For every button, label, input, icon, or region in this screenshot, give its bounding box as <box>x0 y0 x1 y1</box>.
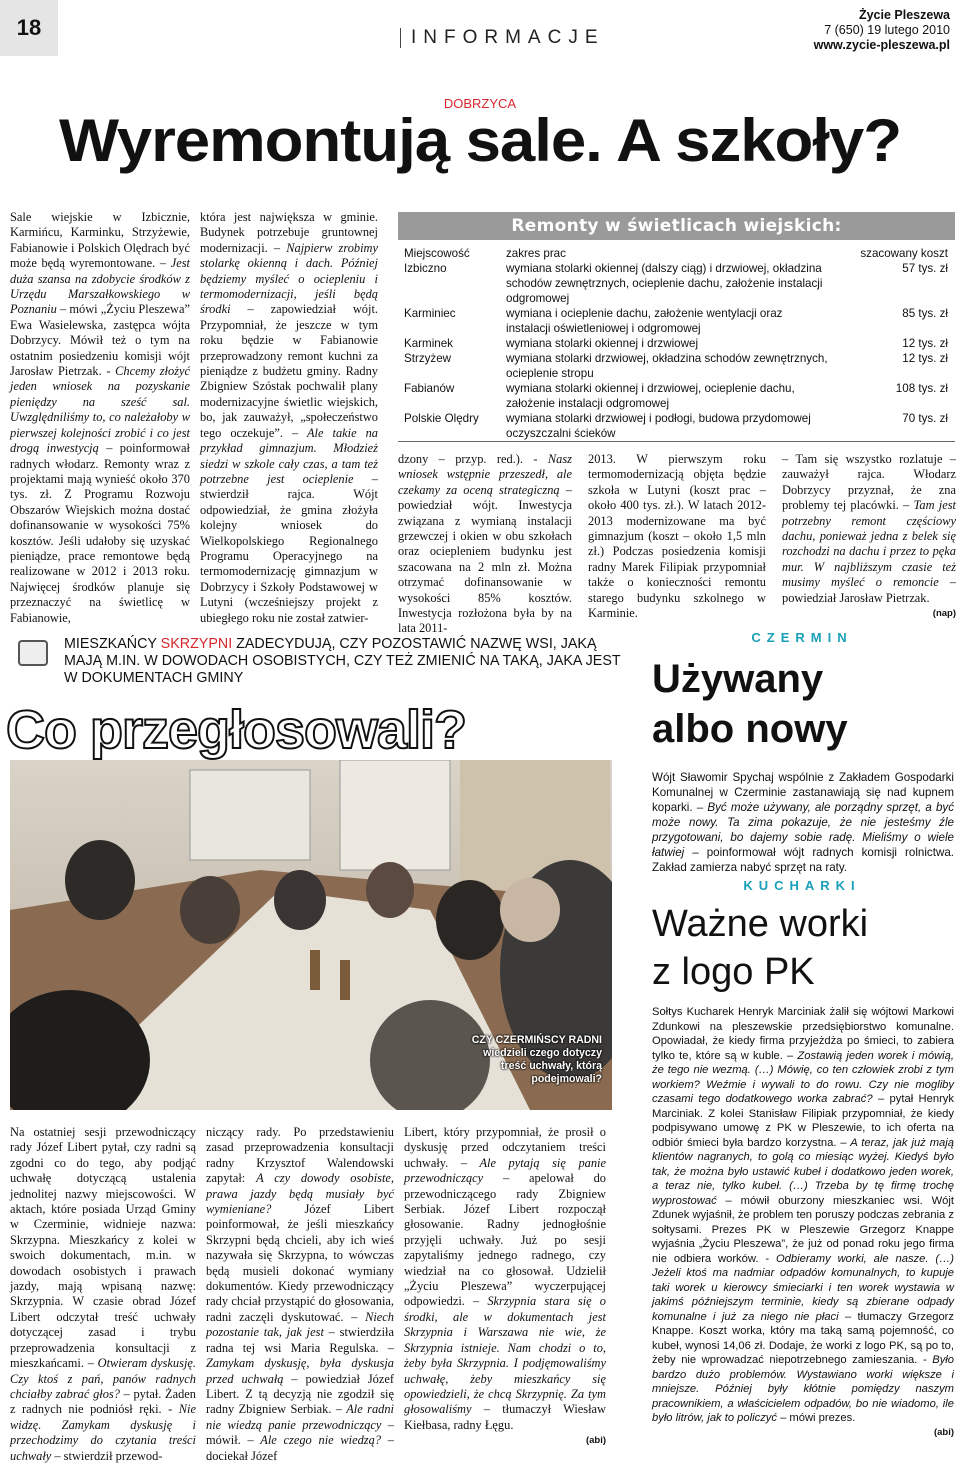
text-run: Nasz wniosek wstępnie przeszedł, ale czekamy za oceną strategiczną <box>398 452 572 497</box>
table-cell-scope: wymiana stolarki drzwiowej i podłogi, budowa przydomowej oczyszczalni ścieków <box>506 412 811 440</box>
text-run: – Otwieram dyskusję. Czy ktoś z pań, panów radnych chciałby zabrać głos? <box>10 1356 196 1401</box>
headline-line: Używany <box>652 657 824 701</box>
table-header: szacowany koszt <box>860 247 948 260</box>
text-run: Józef Libert poinformował, że jeśli mieszkańcy Skrzypni będą chcieli, aby ich wieś nazywała się Skrzypna, to wówczas będą musieli dokonać wymiany dokumentów. Kiedy przewodniczący rady chciał przystąpić do głosowania, radni zaczęli dyskutować. <box>206 1202 394 1324</box>
text-run: niczący rady. Po przedstawieniu zasad przeprowadzenia konsultacji radny Krzysztof Walendowski zapytał: <box>206 1125 394 1186</box>
deck-text: ZADECYDUJĄ, CZY POZOSTAWIĆ NAZWĘ WSI, JAKĄ MAJĄ M.IN. W DOWODACH OSOBISTYCH, CZY TEŻ ZMIENIĆ NA TAKĄ, JAKA JEST W DOKUMENTACH GMINY <box>64 636 621 686</box>
page-number: 18 <box>0 0 58 56</box>
story-text <box>652 771 954 874</box>
paper-name: Życie Pleszewa <box>858 8 950 22</box>
text-run: A czy dowody osobiste, prawa jazdy będą musiały być wymieniane? <box>206 1171 394 1217</box>
table-header: zakres prac <box>506 247 566 260</box>
divider <box>398 441 955 442</box>
story-headline <box>652 654 848 754</box>
table-cell-place: Izbiczno <box>404 262 447 275</box>
story-deck <box>64 636 624 687</box>
text-run: Wójt Sławomir Spychaj wspólnie z Zakładem Gospodarki Komunalnej w Czerminie zastanawiają się nad kupnem koparki. <box>652 771 954 814</box>
text-run: – A teraz, jak już mają klientów nagranych, to golą co miesiąc wyżej. Kiedyś było tak, że można było ustawić kubeł i dodatkowo jeden worek, a teraz nie, tylko kubeł. (…) Trzeba by tę firmę trochę wyprostować <box>652 1136 954 1207</box>
table-cell-cost: 108 tys. zł <box>895 382 948 395</box>
story-body <box>652 1005 954 1440</box>
text-run: dzony – przyp. red.). - <box>398 452 548 466</box>
text-run: – stwierdziła radna tej wsi Maria Regulska. <box>206 1325 394 1355</box>
text-run: – mówił. <box>206 1417 394 1448</box>
story-text <box>404 1125 606 1432</box>
message-icon <box>18 640 48 666</box>
text-run: – Ale pytają się panie przewodniczący <box>404 1155 606 1186</box>
story-headline: Co przegłosowali? <box>6 700 467 760</box>
text-run: – Najpierw zrobimy stolarkę okienną i dach. Później będziemy myśleć o ociepleniu i termomodernizacji, jeśli będą środki <box>200 240 378 317</box>
table-cell-cost: 12 tys. zł <box>902 352 948 365</box>
story-kicker: KUCHARKI <box>650 878 954 893</box>
text-run: Odbieramy worki, ale naszе. (…) Jeżeli ktoś ma nadmiar odpadów komunalnych, to kupuje taki worek u kierowcy śmieciarki i ten worek wystawia w jakimś późniejszym terminie, kiedy są zbierane odpady komunalne i już za niego nie płaci <box>652 1252 954 1323</box>
text-run: Sołtys Kucharek Henryk Marciniak żalił się wójtowi Markowi Zdunkowi na pleszewskie przedsiębiorstwo komunalne. Opowiadał, że kiedy firma przyjeżdża po śmieci, to zabiera tylko te, które są w kuble. <box>652 1006 954 1062</box>
text-run: – Niech pozostanie tak, jak jest <box>206 1309 394 1340</box>
story-column <box>206 1125 394 1464</box>
text-run: Libert, który przypomniał, że prosił o dyskusję przed odczytaniem treści uchwały. <box>404 1125 606 1170</box>
story-headline: Wyremontują sale. A szkoły? <box>58 107 902 174</box>
table-cell-place: Karminek <box>404 337 453 350</box>
section-title: INFORMACJE <box>400 28 605 48</box>
text-run: – powiedział wójt. Inwestycja związana z wymianą instalacji grzewczej i okien w obu szkołach oraz ociepleniem budynku jest szacowana na 2 mln zł. Można otrzymać dofinansowanie w wysokości 85% kosztów. Inwestycja rozłożona była by na lata 2011- <box>398 482 572 636</box>
story-text <box>782 452 956 605</box>
table-cell-cost: 12 tys. zł <box>902 337 948 350</box>
story-column <box>588 452 766 621</box>
table-row <box>404 261 956 306</box>
table-row <box>404 351 956 381</box>
story-column <box>782 452 956 621</box>
text-run: Na ostatniej sesji przewodniczący rady Józef Libert pytał, czy radni są zgodni co do tego, aby podjąć uchwałę dotyczącą ustalenia jednolitej nazwy miejscowości. W aktach, które posiada Urząd Gminy w Czerminie, widnieje nazwa: Skrzypna. Mieszkańcy z kolei w swoich dokumentach, m.in. w dowodach osobistych i prawach jazdy, mają wpisaną nazwę: Skrzypnia. W czasie obrad Józef Libert odczytał treść uchwały dotyczącej zasad i trybu przeprowadzenia konsultacji z mieszkańcami. <box>10 1125 196 1371</box>
table-row <box>404 381 956 411</box>
table-cell-cost: 85 tys. zł <box>902 307 948 320</box>
text-run: – Ale radni nie wiedzą panie przewodniczący <box>206 1402 394 1432</box>
text-run: – stwierdził rajca. Wójt odpowiedział, że gmina złożyła kolejny wniosek do Wielkopolskiego Regionalnego Programu Operacyjnego na termomodernizację gimnazjum w Dobrzycy i Szkoły Podstawowej w Lutyni (wcześniejszy projekt z ubiegłego roku nie został zatwier- <box>200 471 378 625</box>
text-run: – Tam jest potrzebny remont częściowy dachu, ponieważ jedna z belek się rozchodzi na dachu i przez to pęka mur. W najbliższym czasie też musimy myśleć o remoncie <box>782 498 956 590</box>
author-signature: (abi) <box>585 1435 606 1447</box>
table-header: Miejscowość <box>404 247 470 260</box>
text-run: – pytał Henryk Marciniak. Z kolei Stanisław Filipiak przypomniał, że kiedy podpisywano umowę z PK w Pleszewie, to ich oferta na odbiór śmieci była bardzo korzystna. <box>652 1093 954 1149</box>
text-run: – dociekał Józef <box>206 1433 394 1463</box>
story-column <box>10 210 190 626</box>
table-cell-place: Fabianów <box>404 382 455 395</box>
text-run: – apelował do przewodniczącego rady Zbigniew Serbiak. Józef Libert rozpoczął głosowanie. Radny jednogłośnie przyjęli uchwały. Już po sesji zapytaliśmy jednego radnego, czy wiedział na co głosował. Udzielił „Życiu Pleszewa” wyczerpującej odpowiedzi. <box>404 1171 606 1309</box>
text-run: – powiedział Józef Libert. Z tą decyzją nie zgodził się radny Zbigniew Serbiak. <box>206 1371 394 1417</box>
table-cell-scope: wymiana stolarki okiennej i drzwiowej, ocieplenie dachu, założenie instalacji odgromowej <box>506 382 795 410</box>
text-run: – Zostawią jeden worek i mówią, że tego nie wezmą. (…) Mówię, co ten człowiek zrobi z tym workiem? Weźmie i wywali to do rowu. Czy nie mogliby czasami tego dodatkowego worka zabrać? <box>652 1049 954 1105</box>
table-cell-cost: 70 tys. zł <box>902 412 948 425</box>
story-column <box>200 210 378 626</box>
story-column <box>398 452 572 637</box>
deck-text: MIESZKAŃCY <box>64 636 161 652</box>
website-link[interactable]: www.zycie-pleszewa.pl <box>813 38 950 52</box>
story-headline <box>652 900 868 996</box>
text-run: – poinformował wójt radnych komisji rolnictwa. Zakład zamierza nabyć sprzęt na raty. <box>652 846 954 874</box>
table-row <box>404 411 956 441</box>
issue-date: 7 (650) 19 lutego 2010 <box>824 23 950 37</box>
photo-caption: CZY CZERMIŃSCY RADNI wiedzieli czego dotyczy treść uchwały, którą podejmowali? <box>471 1034 602 1085</box>
text-run: – powiedział Jarosław Pietrzak. <box>782 575 956 605</box>
text-run: – tłumaczy Grzegorz Knappe. Koszt worka, który ma taką samą pojemność, co kubeł, wynosi 14,06 zł. Dodaje, że worki z logo PK, są po to, żeby nie wprowadzać niepotrzebnego zamieszania. - <box>652 1310 954 1366</box>
text-run: – Ale takie na przykład gimnazjum. Młodzież siedzi w szkole cały czas, a tam też potrzebne jest ocieplenie <box>200 425 379 486</box>
deck-highlight: SKRZYPNI <box>160 636 233 652</box>
table-cell-place: Karminiec <box>404 307 456 320</box>
table-cell-place: Polskie Olędry <box>404 412 479 425</box>
story-column <box>10 1125 196 1464</box>
author-signature: (abi) <box>933 1426 954 1438</box>
text-run: – zapowiedział wójt. Przypomniał, że jeszcze w tym roku będzie w Fabianowie przeprowadzony remont kuchni za pieniądze z budżetu gminy. Radny Zbigniew Szóstak pochwalił plany modernizacyjne świetlic wiejskich, bo, jak zauważył, „społeczeństwo tego oczekuje”. <box>200 302 378 440</box>
text-run: – Jest duża szansa na zdobycie środków z Urzędu Marszałkowskiego w Poznaniu <box>10 256 190 317</box>
table-row <box>404 306 956 336</box>
text-run: – mówi „Życiu Pleszewa” Ewa Wasielewska, zastępca wójta Dobrzycy. Mówił też o tym na ostatnim posiedzeniu komisji wójt Jarosław Pietrzak. - <box>10 302 190 379</box>
table-cell-scope: wymiana i ocieplenie dachu, założenie wentylacji oraz instalacji oświetleniowej i odgromowej <box>506 307 783 335</box>
table-cell-cost: 57 tys. zł <box>902 262 948 275</box>
renovation-table <box>404 246 956 441</box>
headline-line: albo nowy <box>652 707 848 751</box>
story-body <box>652 770 954 890</box>
author-signature: (nap) <box>932 608 956 620</box>
text-run: – pytał. Żaden z radnych nie podniósł ręki. - <box>10 1386 197 1417</box>
text-run: Sale wiejskie w Izbicznie, Karmińcu, Karminku, Strzyżewie, Fabianowie i Polskich Olędrach być może będą wyremontowane. <box>10 210 190 271</box>
text-run: – tłumaczył Wiesław Kiełbasa, radny Łęgu. <box>404 1402 606 1432</box>
text-run: – Skrzypnia stara się o środki, ale w dokumentach jest Skrzypnia i Warszawa nie wie, że Skrzypnia istnieje. Nam chodzi o to, żeby była Skrzypnia. I podjęmowaliśmy uchwałę, żeby mieszkańcy się opowiedzieli, że chcą Skrzypnię. Za tym głosowaliśmy <box>404 1294 606 1417</box>
story-kicker: CZERMIN <box>650 630 954 645</box>
headline-line: Ważne worki <box>652 903 869 945</box>
story-kicker: DOBRZYCA <box>443 96 517 111</box>
text-run: – Ale czego nie wiedzą? <box>247 1433 388 1448</box>
text-run: – Być może używany, ale porządny sprzęt, a być może nowy. Ta zima pokazuje, że nie jesteśmy źle przygotowani, bo dajemy sobie radę. Mieliśmy o wiele łatwiej <box>652 801 954 859</box>
table-row <box>404 336 956 351</box>
table-cell-scope: wymiana stolarki okiennej (dalszy ciąg) i drzwiowej, okładzina schodów zewnętrznych, ocieplenie dachu, założenie instalacji odgromowej <box>506 262 823 305</box>
text-run: która jest największa w gminie. Budynek potrzebuje gruntownej modernizacji. <box>200 210 378 255</box>
masthead <box>814 8 950 53</box>
text-run: Było bardzo dużo problemów. Wystawiano worki większe i mniejsze. Później były kłótnie pomiędzy naszym pracownikiem, a właścicielem odpadów, bo nie wiadomo, ile było litrów, jak to policzyć <box>652 1354 954 1424</box>
text-run: Nie widzę. Zamykam dyskusję i przechodzimy do czytania treści uchwały <box>10 1402 196 1463</box>
text-run: – mówi prezes. <box>780 1412 856 1424</box>
text-run: – mówił oburzony mieszkaniec wsi. Wójt Zdunek wyjaśnił, że problem ten poruszy podczas zebrania z sołtysami. Prezes PK w Pleszewie Grzegorz Knappe wyjaśnia „Życiu Pleszewa”, że już od ponad roku jego firma nie odbiera worków. - <box>652 1194 954 1265</box>
text-run: – Tam się wszystko rozlatuje – zauważył rajca. Włodarz Dobrzycy przyznał, że zna problemy tej placówki. <box>782 452 956 513</box>
headline-line: z logo PK <box>652 951 815 993</box>
text-run: 2013. W pierwszym roku termomodernizacją objęta będzie szkoła w Lutyni (koszt prac – około 400 tys. zł.). W latach 2012-2013 modernizowane ma być gimnazjum (koszt – około 1,5 mln zł.) Podczas posiedzenia komisji radny Marek Filipiak przypomniał także o konieczności remontu starego budynku szkolnego w Karminie. <box>588 452 766 621</box>
table-cell-scope: wymiana stolarki okiennej i drzwiowej <box>506 337 699 350</box>
story-text <box>652 1006 954 1424</box>
table-cell-scope: wymiana stolarki drzwiowej, okładzina schodów zewnętrznych, ocieplenie stropu <box>506 352 828 380</box>
text-run: – Zamykam dyskusję, była dyskusja przed uchwałą <box>206 1340 394 1386</box>
story-column <box>404 1125 606 1449</box>
text-run: Chcemy złożyć jeden wniosek na pozyskanie pieniędzy na sześć sal. Uwzględniliśmy to, co należałoby w pierwszej kolejności zrobić i co jest drogą inwestycją <box>10 364 190 456</box>
text-run: – stwierdził przewod- <box>54 1448 163 1463</box>
table-title: Remonty w świetlicach wiejskich: <box>398 212 955 240</box>
table-cell-place: Strzyżew <box>404 352 452 365</box>
text-run: – poinformował radnych włodarz. Remonty wraz z projektami mają wynieść około 370 tys. zł. Z Programu Rozwoju Obszarów Wiejskich można dostać dofinansowanie w wysokości 75% kosztów. Jeśli udałoby się uzyskać pieniądze, prace remontowe będą realizowane w 2012 i 2013 roku. Najwięcej środków planuje się przeznaczyć na świetlicę w Fabianowie, <box>10 441 190 625</box>
